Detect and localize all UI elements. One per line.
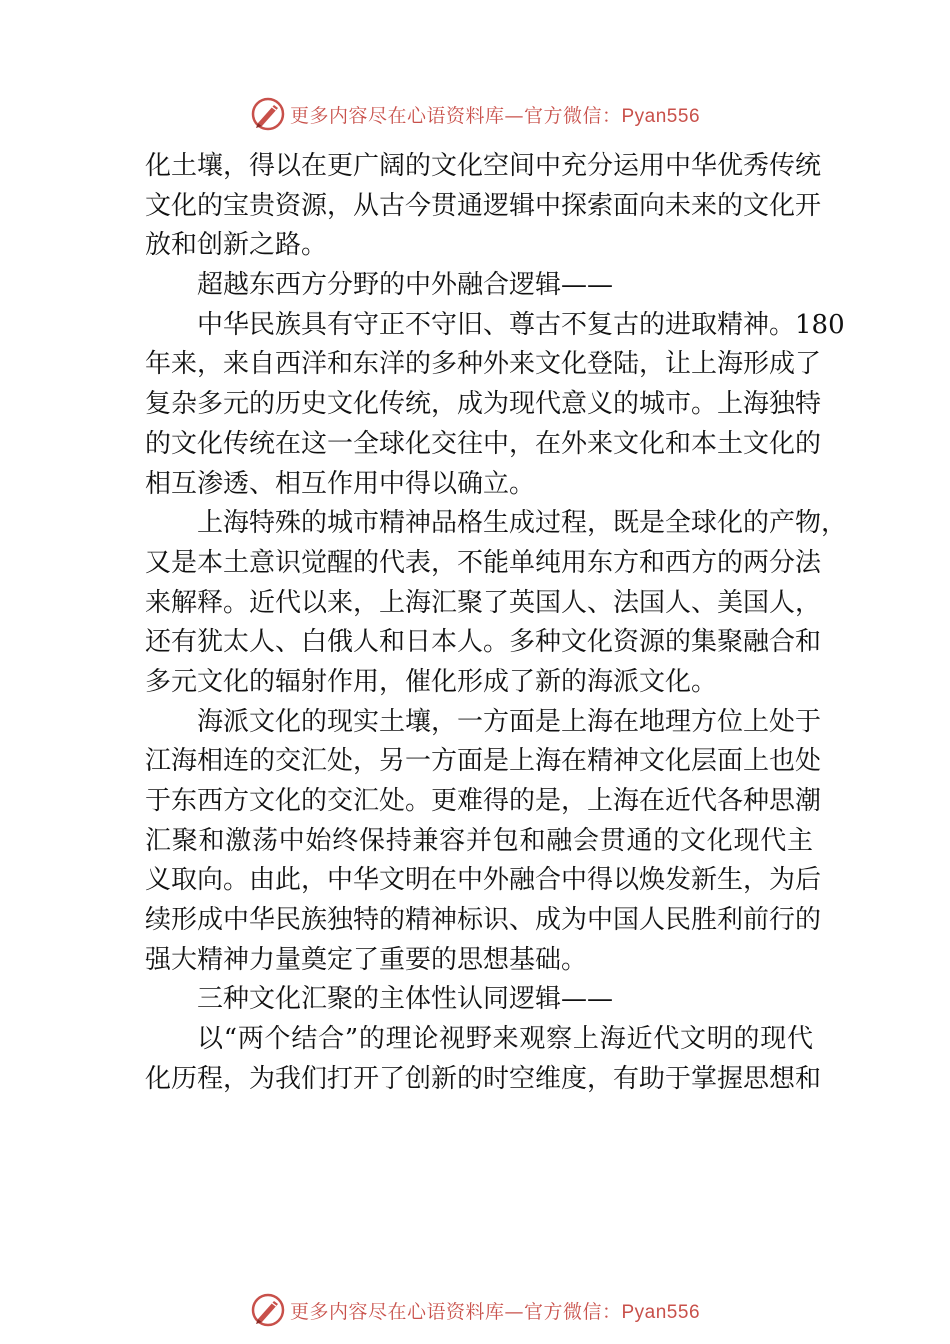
text-line: 强大精神力量奠定了重要的思想基础。 <box>145 944 588 975</box>
footer-banner <box>0 1290 950 1330</box>
text-line: 放和创新之路。 <box>145 230 328 261</box>
header-banner <box>0 94 950 134</box>
text-line: 义取向。由此，中华文明在中外融合中得以焕发新生，为后 <box>145 865 822 896</box>
text-line: 中华民族具有守正不守旧、尊古不复古的进取精神。180 <box>197 309 845 340</box>
text-line: 以“两个结合”的理论视野来观察上海近代文明的现代 <box>197 1024 813 1055</box>
document-body <box>145 147 848 1100</box>
text-line: 相互渗透、相互作用中得以确立。 <box>145 468 536 499</box>
text-line: 还有犹太人、白俄人和日本人。多种文化资源的集聚融合和 <box>145 627 822 658</box>
text-line: 复杂多元的历史文化传统，成为现代意义的城市。上海独特 <box>145 389 822 420</box>
text-line: 海派文化的现实土壤，一方面是上海在地理方位上处于 <box>197 706 822 737</box>
text-line: 又是本土意识觉醒的代表，不能单纯用东方和西方的两分法 <box>145 547 822 578</box>
text-line: 江海相连的交汇处，另一方面是上海在精神文化层面上也处 <box>145 746 822 777</box>
banner-main-text: 更多内容尽在心语资料库—官方微信： <box>289 1300 622 1323</box>
banner-main-text: 更多内容尽在心语资料库—官方微信： <box>289 104 622 127</box>
pen-logo-icon <box>250 96 286 132</box>
section-heading: 超越东西方分野的中外融合逻辑—— <box>197 270 614 301</box>
text-line: 化土壤，得以在更广阔的文化空间中充分运用中华优秀传统 <box>145 151 822 181</box>
banner-text <box>290 101 700 128</box>
text-line: 汇聚和激荡中始终保持兼容并包和融会贯通的文化现代主 <box>145 825 813 856</box>
section-heading: 三种文化汇聚的主体性认同逻辑—— <box>197 984 614 1015</box>
pen-logo-icon <box>250 1292 286 1328</box>
text-line: 续形成中华民族独特的精神标识、成为中国人民胜利前行的 <box>145 905 822 936</box>
text-line: 文化的宝贵资源，从古今贯通逻辑中探索面向未来的文化开 <box>145 190 822 221</box>
text-line: 来解释。近代以来，上海汇聚了英国人、法国人、美国人， <box>145 587 822 618</box>
wechat-id: Pyan556 <box>621 105 701 127</box>
text-line: 上海特殊的城市精神品格生成过程，既是全球化的产物， <box>197 508 848 539</box>
text-line: 的文化传统在这一全球化交往中，在外来文化和本土文化的 <box>145 428 822 459</box>
banner-text <box>290 1297 700 1324</box>
text-line: 化历程，为我们打开了创新的时空维度，有助于掌握思想和 <box>145 1063 822 1094</box>
text-line: 年来，来自西洋和东洋的多种外来文化登陆，让上海形成了 <box>145 349 822 380</box>
text-line: 于东西方文化的交汇处。更难得的是，上海在近代各种思潮 <box>145 786 822 816</box>
wechat-id: Pyan556 <box>621 1301 701 1323</box>
text-line: 多元文化的辐射作用，催化形成了新的海派文化。 <box>145 666 718 697</box>
